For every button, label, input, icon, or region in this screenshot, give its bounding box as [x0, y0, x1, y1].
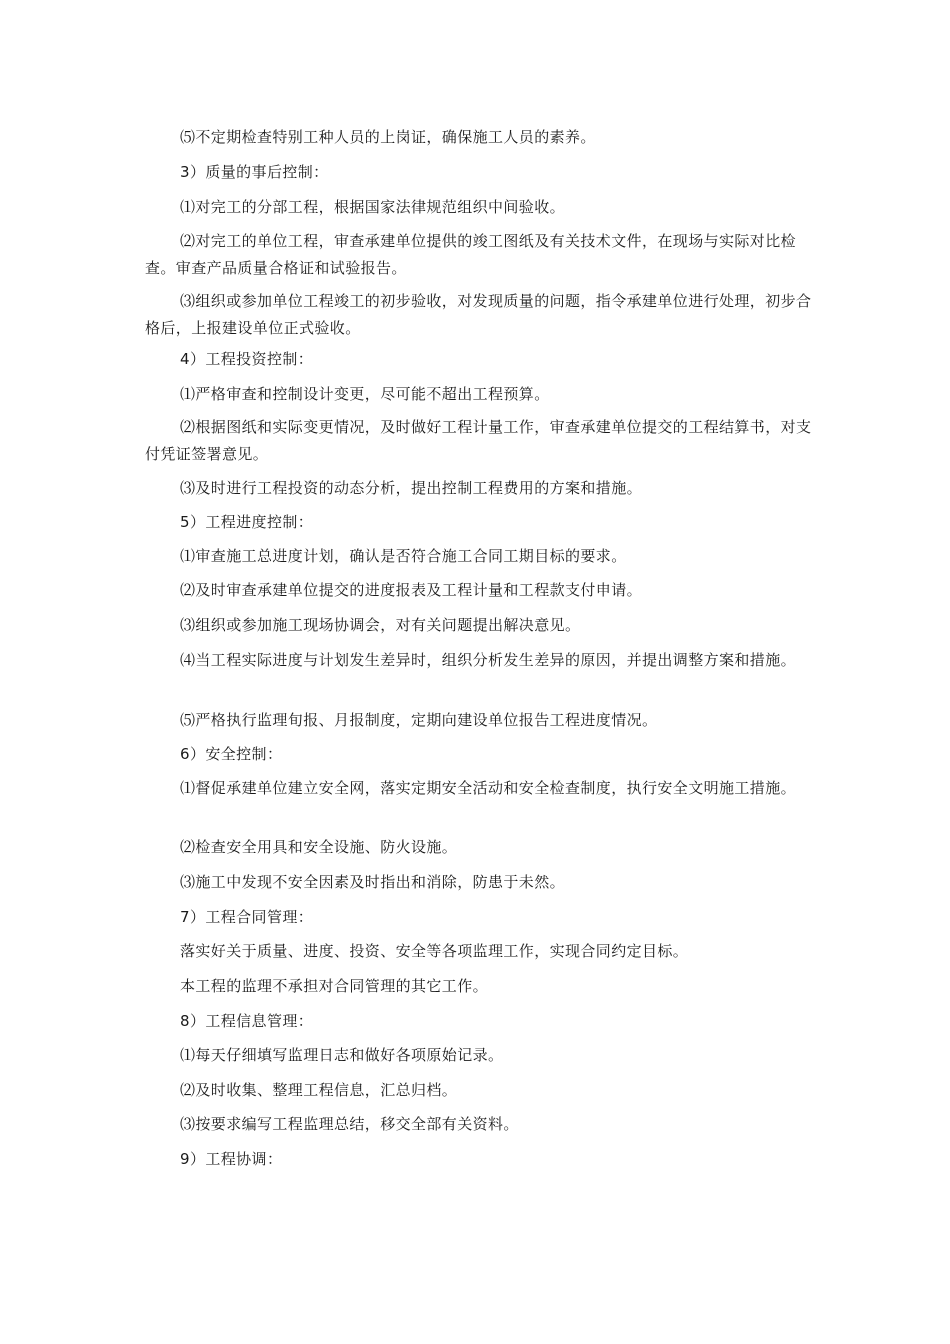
heading-contract-management: 7）工程合同管理：: [180, 908, 314, 926]
heading-safety-control: 6）安全控制：: [180, 745, 283, 763]
paragraph-unsafe-factors: ⑶施工中发现不安全因素及时指出和消除，防患于未然。: [180, 873, 566, 891]
paragraph-completion-drawings-review: ⑵对完工的单位工程，审查承建单位提供的竣工图纸及有关技术文件，在现场与实际对比检查。审查产品质量合格证和试验报告。: [145, 232, 797, 277]
paragraph-information-archive: ⑵及时收集、整理工程信息，汇总归档。: [180, 1081, 458, 1099]
paragraph-preliminary-acceptance: ⑶组织或参加单位工程竣工的初步验收，对发现质量的问题，指令承建单位进行处理，初步合格后，上报建设单位正式验收。: [145, 292, 812, 337]
paragraph-interim-acceptance: ⑴对完工的分部工程，根据国家法律规范组织中间验收。: [180, 198, 566, 216]
paragraph-schedule-deviation: ⑷当工程实际进度与计划发生差异时，组织分析发生差异的原因，并提出调整方案和措施。: [180, 651, 797, 669]
heading-investment-control: 4）工程投资控制：: [180, 350, 314, 368]
paragraph-investment-analysis: ⑶及时进行工程投资的动态分析，提出控制工程费用的方案和措施。: [180, 479, 643, 497]
paragraph-safety-network: ⑴督促承建单位建立安全网，落实定期安全活动和安全检查制度，执行安全文明施工措施。: [180, 779, 797, 797]
heading-project-coordination: 9）工程协调：: [180, 1150, 283, 1168]
paragraph-master-schedule-review: ⑴审查施工总进度计划，确认是否符合施工合同工期目标的要求。: [180, 547, 627, 565]
paragraph-safety-equipment: ⑵检查安全用具和安全设施、防火设施。: [180, 838, 458, 856]
paragraph-progress-report-review: ⑵及时审查承建单位提交的进度报表及工程计量和工程款支付申请。: [180, 581, 643, 599]
heading-information-management: 8）工程信息管理：: [180, 1012, 314, 1030]
paragraph-contract-goals: 落实好关于质量、进度、投资、安全等各项监理工作，实现合同约定目标。: [180, 942, 689, 960]
paragraph-coordination-meeting: ⑶组织或参加施工现场协调会，对有关问题提出解决意见。: [180, 616, 581, 634]
paragraph-quantity-measurement: ⑵根据图纸和实际变更情况，及时做好工程计量工作，审查承建单位提交的工程结算书，对支付凭证签署意见。: [145, 418, 812, 463]
paragraph-supervision-log: ⑴每天仔细填写监理日志和做好各项原始记录。: [180, 1046, 504, 1064]
paragraph-reporting-system: ⑸严格执行监理旬报、月报制度，定期向建设单位报告工程进度情况。: [180, 711, 658, 729]
heading-schedule-control: 5）工程进度控制：: [180, 513, 314, 531]
paragraph-supervision-summary: ⑶按要求编写工程监理总结，移交全部有关资料。: [180, 1115, 519, 1133]
heading-quality-post-control: 3）质量的事后控制：: [180, 163, 329, 181]
paragraph-contract-scope: 本工程的监理不承担对合同管理的其它工作。: [180, 977, 489, 995]
paragraph-design-change-control: ⑴严格审查和控制设计变更，尽可能不超出工程预算。: [180, 385, 550, 403]
paragraph-inspect-special-workers: ⑸不定期检查特别工种人员的上岗证，确保施工人员的素养。: [180, 128, 596, 146]
